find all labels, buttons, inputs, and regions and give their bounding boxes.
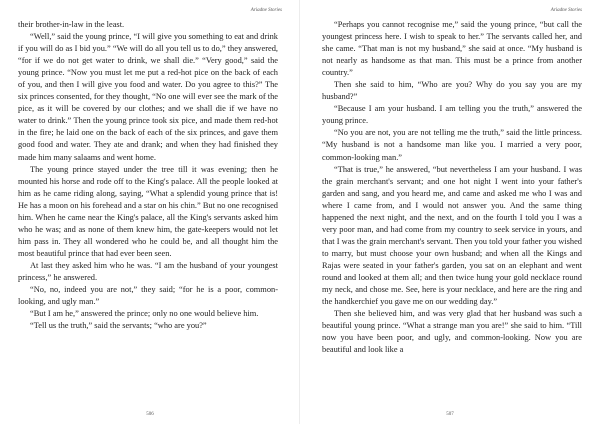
left-page-text [18,19,278,332]
paragraph: Then she believed him, and was very glad that her husband was such a beautiful young prince. “What a strange man you are!” she said to him. “Till now you have been poor, and ugly, and common-looking. Now you are beautiful and look like a [322,309,582,355]
page-number-left: 506 [146,412,154,417]
paragraph: “But I am he,” answered the prince; only no one would believe him. [30,309,259,319]
page-number-right: 507 [446,412,454,417]
paragraph: “Tell us the truth,” said the servants; “who are you?” [30,321,207,331]
paragraph: The young prince stayed under the tree till it was evening; then he mounted his horse and rode off to the King's palace. All the people looked at him as he came riding along, saying, “What a splendid young prince that is! He has a moon on his forehead and a star on his chin.” But no one recognised him. When he came near the King's palace, all the King's servants asked him who he was; and as none of them knew him, the gate-keepers would not let him pass in. They all wondered who he could be, and all thought him the most beautiful prince that had ever been seen. [18,164,278,258]
paragraph: “Perhaps you cannot recognise me,” said the young prince, “but call the youngest princess here. I wish to speak to her.” The servants called her, and she came. “That man is not my husband,” she said at once. “My husband is not nearly as handsome as that man. This must be a prince from another country.” [322,20,582,78]
paragraph: “No, no, indeed you are not,” they said; “for he is a poor, common- looking, and ugly man.” [18,285,278,307]
running-head-right: Ariadne Stories [550,8,582,13]
right-page [300,0,600,424]
running-head-left: Ariadne Stories [250,8,282,13]
paragraph: their brother-in-law in the least. [18,20,125,29]
paragraph: Then she said to him, “Who are you? Why do you say you are my husband?” [322,80,582,102]
paragraph: “Well,” said the young prince, “I will give you something to eat and drink if you will do as I bid you.” “We will do all you tell us to do,” they answered, “for if we do not get water to drink, we shall die.” “Very good,” said the young prince. “Now you must let me put a red-hot pice on the back of each of you, and then I will give you food and water. Do you agree to this?” The six princes consented, for they thought, “No one will ever see the mark of the pice, as it will be covered by our clothes; and we shall die if we have no water to drink.” Then the young prince took six pice, and made them red-hot in the fire; he laid one on the back of each of the six princes, and gave them good food and water. They ate and drank; and when they had finished they made him many salaams and went home. [18,32,278,162]
paragraph: “Because I am your husband. I am telling you the truth,” answered the young prince. [322,104,582,126]
paragraph: At last they asked him who he was. “I am the husband of your youngest princess,” he answered. [18,260,278,282]
paragraph: “That is true,” he answered, “but nevertheless I am your husband. I was the grain merchant's servant; and one hot night I went into your father's garden and sang, and you heard me, and came and asked me who I was and where I came from, and I would not answer you. And the same thing happened the next night, and the next, and on the fourth I told you I was a very poor man, and had come from my country to seek service in yours, and that I was the grain merchant's servant. Then you told your father you wished to marry, but must choose your own husband; and when all the Kings and Rajas were seated in your father's garden, you sat on an elephant and went round and looked at them all; and then twice hung your gold necklace round my neck, and chose me. See, here is your necklace, and here are the ring and the handkerchief you gave me on our wedding day.” [322,164,582,307]
paragraph: “No you are not, you are not telling me the truth,” said the little princess. “My husband is not a handsome man like you. I married a very poor, common-looking man.” [322,128,582,162]
right-page-text [322,19,582,356]
